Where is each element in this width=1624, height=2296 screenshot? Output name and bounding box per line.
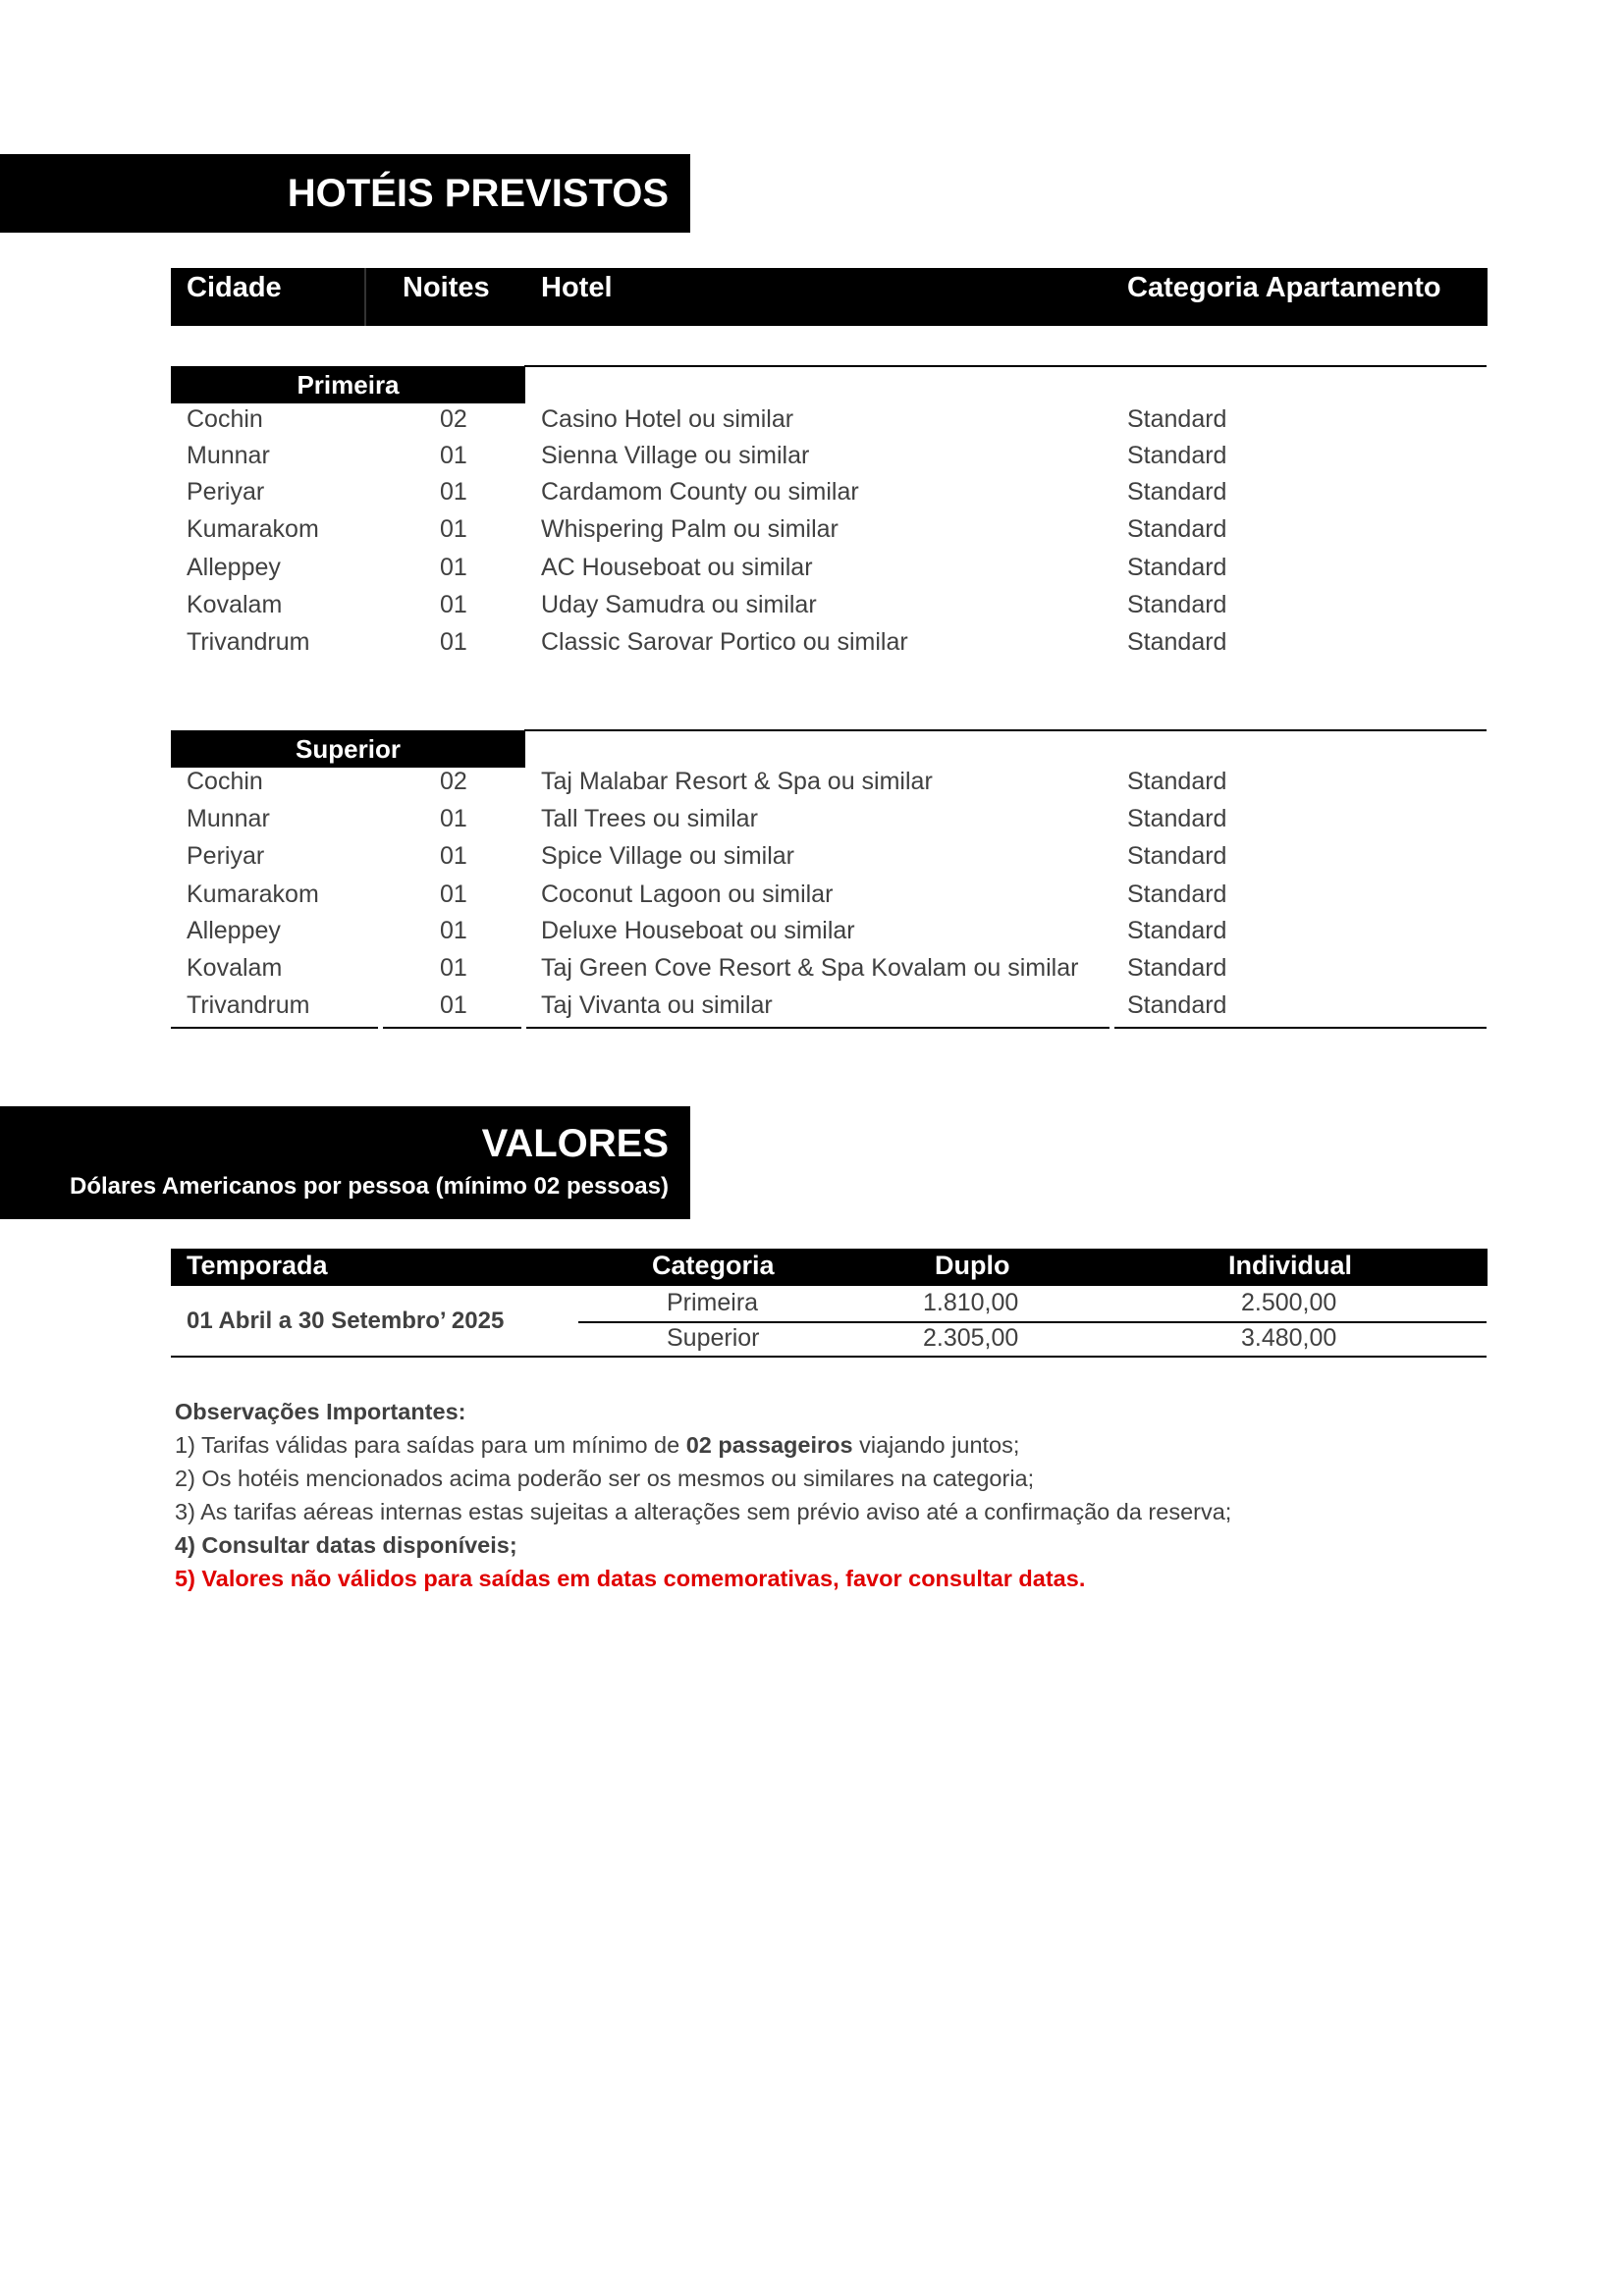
- row-room: Standard: [1127, 768, 1227, 795]
- row-nights: 01: [440, 554, 467, 581]
- row-nights: 01: [440, 628, 467, 656]
- hotels-banner: [0, 154, 690, 233]
- note-4: 4) Consultar datas disponíveis;: [175, 1532, 517, 1558]
- notes-heading: Observações Importantes:: [175, 1399, 466, 1424]
- note-2: 2) Os hotéis mencionados acima poderão ser os mesmos ou similares na categoria;: [175, 1466, 1035, 1491]
- hotels-title: HOTÉIS PREVISTOS: [287, 172, 669, 215]
- hotels-bottom-rule-gap-2: [521, 1025, 526, 1031]
- row-city: Trivandrum: [187, 991, 310, 1019]
- row-hotel: Taj Malabar Resort & Spa ou similar: [541, 768, 933, 795]
- header-hotel: Hotel: [541, 272, 613, 303]
- note-1: [175, 1428, 1231, 1462]
- row-room: Standard: [1127, 405, 1227, 433]
- values-banner: [0, 1106, 690, 1219]
- row-nights: 02: [440, 768, 467, 795]
- row-nights: 01: [440, 881, 467, 908]
- row-hotel: Classic Sarovar Portico ou similar: [541, 628, 908, 656]
- important-notes: [175, 1395, 1231, 1595]
- row-hotel: Spice Village ou similar: [541, 842, 794, 870]
- row-city: Kumarakom: [187, 881, 319, 908]
- row-room: Standard: [1127, 917, 1227, 944]
- row-room: Standard: [1127, 881, 1227, 908]
- values-subtitle: Dólares Americanos por pessoa (mínimo 02 pessoas): [70, 1173, 669, 1200]
- price-double: 1.810,00: [923, 1289, 1019, 1316]
- row-city: Cochin: [187, 405, 263, 433]
- price-single: 3.480,00: [1241, 1324, 1337, 1352]
- hotels-bottom-rule-gap-3: [1110, 1025, 1114, 1031]
- hotels-table-header: [171, 268, 1488, 326]
- row-nights: 01: [440, 917, 467, 944]
- row-hotel: Coconut Lagoon ou similar: [541, 881, 834, 908]
- row-hotel: Taj Vivanta ou similar: [541, 991, 773, 1019]
- row-city: Munnar: [187, 442, 270, 469]
- row-room: Standard: [1127, 954, 1227, 982]
- price-double: 2.305,00: [923, 1324, 1019, 1352]
- group-primeira-top-rule: [524, 365, 1487, 367]
- row-nights: 01: [440, 591, 467, 618]
- header-individual: Individual: [1228, 1251, 1353, 1280]
- season-label: 01 Abril a 30 Setembro’ 2025: [187, 1308, 505, 1334]
- row-nights: 01: [440, 954, 467, 982]
- hotels-bottom-rule-gap-1: [378, 1025, 383, 1031]
- row-nights: 01: [440, 842, 467, 870]
- header-categoria: Categoria: [652, 1251, 775, 1280]
- group-superior-top-rule: [524, 729, 1487, 731]
- note-1-text: 1) Tarifas válidas para saídas para um mínimo de: [175, 1432, 686, 1458]
- header-categoria-apartamento: Categoria Apartamento: [1127, 272, 1441, 303]
- price-category: Primeira: [667, 1289, 759, 1316]
- row-hotel: Tall Trees ou similar: [541, 805, 758, 832]
- row-hotel: Sienna Village ou similar: [541, 442, 810, 469]
- row-city: Trivandrum: [187, 628, 310, 656]
- group-primeira-rows: [0, 403, 1624, 668]
- row-room: Standard: [1127, 478, 1227, 506]
- group-label-primeira: Primeira: [171, 366, 525, 403]
- header-duplo: Duplo: [935, 1251, 1010, 1280]
- row-nights: 01: [440, 805, 467, 832]
- row-room: Standard: [1127, 515, 1227, 543]
- note-1-tail: viajando juntos;: [852, 1432, 1020, 1458]
- note-5: 5) Valores não válidos para saídas em datas comemorativas, favor consultar datas.: [175, 1566, 1086, 1591]
- row-room: Standard: [1127, 591, 1227, 618]
- row-hotel: AC Houseboat ou similar: [541, 554, 813, 581]
- hotels-table-bottom-rule: [171, 1027, 1487, 1029]
- row-room: Standard: [1127, 628, 1227, 656]
- row-room: Standard: [1127, 805, 1227, 832]
- header-cidade: Cidade: [187, 272, 282, 303]
- group-superior-rows: [0, 768, 1624, 1029]
- row-room: Standard: [1127, 991, 1227, 1019]
- values-title: VALORES: [481, 1122, 669, 1165]
- row-hotel: Deluxe Houseboat ou similar: [541, 917, 855, 944]
- row-city: Kumarakom: [187, 515, 319, 543]
- group-label-superior: Superior: [171, 730, 525, 768]
- row-room: Standard: [1127, 842, 1227, 870]
- row-nights: 01: [440, 442, 467, 469]
- row-city: Periyar: [187, 478, 265, 506]
- row-hotel: Taj Green Cove Resort & Spa Kovalam ou similar: [541, 954, 1079, 982]
- row-city: Alleppey: [187, 554, 281, 581]
- values-table-bottom-rule: [171, 1356, 1487, 1358]
- row-nights: 01: [440, 515, 467, 543]
- header-divider: [364, 268, 366, 326]
- header-noites: Noites: [403, 272, 490, 303]
- row-room: Standard: [1127, 554, 1227, 581]
- price-single: 2.500,00: [1241, 1289, 1337, 1316]
- note-3: 3) As tarifas aéreas internas estas sujeitas a alterações sem prévio aviso até a confirmação da reserva;: [175, 1499, 1232, 1524]
- price-category: Superior: [667, 1324, 760, 1352]
- row-nights: 01: [440, 478, 467, 506]
- row-hotel: Cardamom County ou similar: [541, 478, 859, 506]
- row-city: Kovalam: [187, 954, 283, 982]
- row-hotel: Uday Samudra ou similar: [541, 591, 817, 618]
- header-temporada: Temporada: [187, 1251, 328, 1280]
- row-hotel: Casino Hotel ou similar: [541, 405, 794, 433]
- row-city: Munnar: [187, 805, 270, 832]
- row-nights: 01: [440, 991, 467, 1019]
- values-table-header: [171, 1249, 1488, 1286]
- row-hotel: Whispering Palm ou similar: [541, 515, 839, 543]
- note-1-bold: 02 passageiros: [685, 1432, 853, 1458]
- row-city: Alleppey: [187, 917, 281, 944]
- row-city: Periyar: [187, 842, 265, 870]
- row-city: Kovalam: [187, 591, 283, 618]
- row-room: Standard: [1127, 442, 1227, 469]
- row-city: Cochin: [187, 768, 263, 795]
- price-row-divider: [578, 1321, 1487, 1323]
- row-nights: 02: [440, 405, 467, 433]
